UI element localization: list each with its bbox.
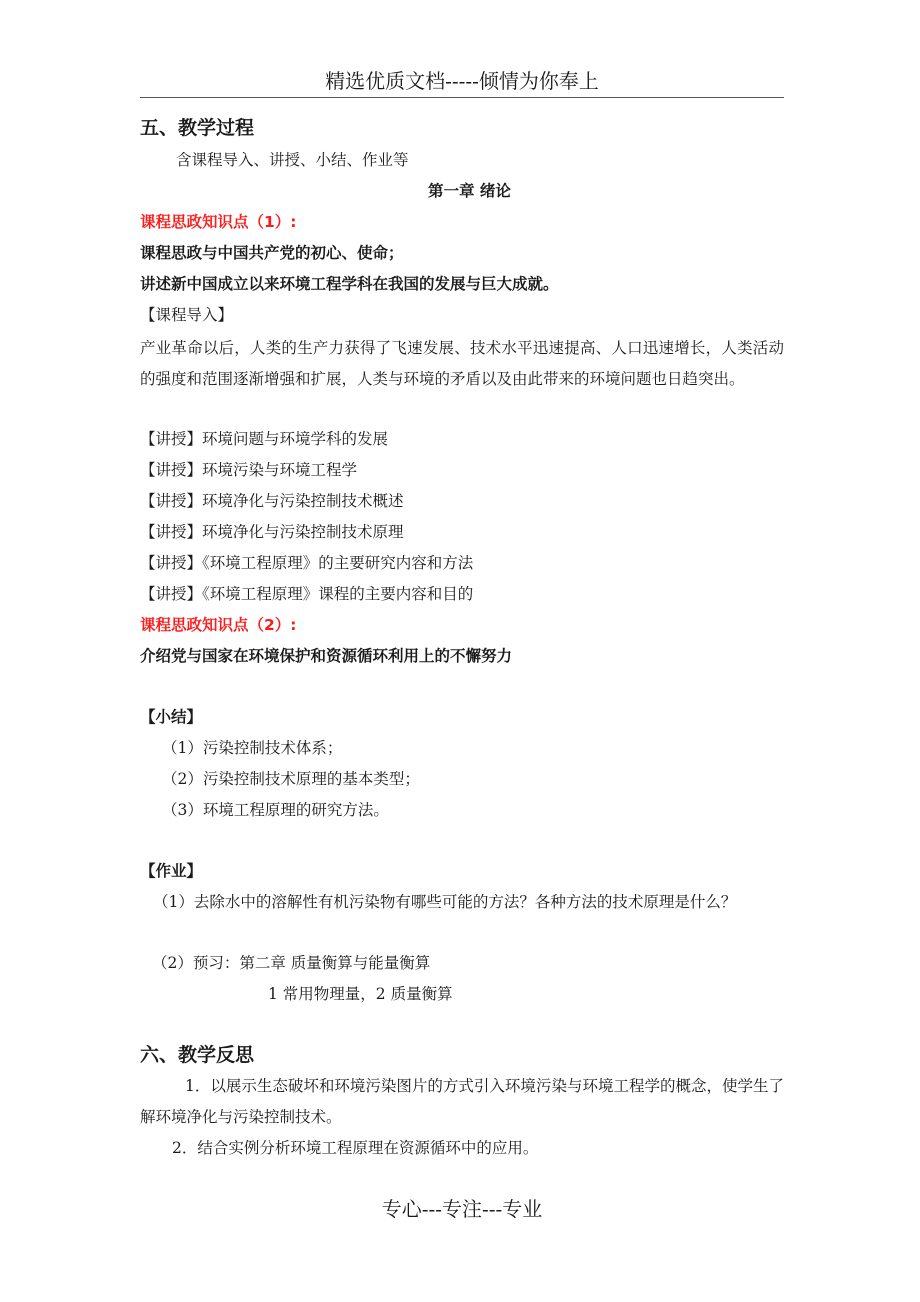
knowledge-point-1-line-2: 讲述新中国成立以来环境工程学科在我国的发展与巨大成就。 bbox=[140, 275, 559, 293]
lecture-item: 【讲授】环境问题与环境学科的发展 bbox=[140, 430, 389, 448]
lecture-item: 【讲授】《环境工程原理》课程的主要内容和目的 bbox=[140, 585, 474, 603]
knowledge-point-2-label: 课程思政知识点（2）: bbox=[140, 616, 297, 634]
page-header: 精选优质文档-----倾情为你奉上 bbox=[325, 69, 599, 93]
homework-question-2-subitems: 1 常用物理量，2 质量衡算 bbox=[268, 985, 453, 1003]
reflection-item-2: 2．结合实例分析环境工程原理在资源循环中的应用。 bbox=[172, 1139, 539, 1157]
homework-label: 【作业】 bbox=[140, 862, 203, 880]
summary-label: 【小结】 bbox=[140, 708, 203, 726]
lecture-item: 【讲授】环境净化与污染控制技术原理 bbox=[140, 523, 404, 541]
homework-question-2: （2）预习：第二章 质量衡算与能量衡算 bbox=[152, 954, 431, 972]
knowledge-point-1-line-1: 课程思政与中国共产党的初心、使命； bbox=[140, 244, 404, 262]
homework-question-1: （1）去除水中的溶解性有机污染物有哪些可能的方法？各种方法的技术原理是什么？ bbox=[153, 893, 737, 911]
summary-item: （1）污染控制技术体系； bbox=[162, 739, 343, 757]
knowledge-point-1-label: 课程思政知识点（1）: bbox=[140, 213, 297, 231]
page-footer: 专心---专注---专业 bbox=[381, 1197, 543, 1221]
section-5-subtitle: 含课程导入、讲授、小结、作业等 bbox=[176, 151, 409, 169]
lecture-item: 【讲授】环境污染与环境工程学 bbox=[140, 461, 358, 479]
lecture-item: 【讲授】《环境工程原理》的主要研究内容和方法 bbox=[140, 554, 474, 572]
intro-label: 【课程导入】 bbox=[140, 306, 234, 324]
summary-item: （3）环境工程原理的研究方法。 bbox=[162, 801, 389, 819]
section-5-title: 五、教学过程 bbox=[140, 117, 255, 139]
lecture-item: 【讲授】环境净化与污染控制技术概述 bbox=[140, 492, 404, 510]
intro-paragraph: 产业革命以后，人类的生产力获得了飞速发展、技术水平迅速提高、人口迅速增长，人类活动的强度和范围逐渐增强和扩展，人类与环境的矛盾以及由此带来的环境问题也日趋突出。 bbox=[140, 339, 784, 388]
chapter-title: 第一章 绪论 bbox=[428, 182, 511, 200]
reflection-item-1: 1．以展示生态破坏和环境污染图片的方式引入环境污染与环境工程学的概念，使学生了解环境净化与污染控制技术。 bbox=[140, 1077, 784, 1126]
summary-item: （2）污染控制技术原理的基本类型； bbox=[162, 770, 420, 788]
section-6-title: 六、教学反思 bbox=[140, 1044, 255, 1066]
knowledge-point-2-line-1: 介绍党与国家在环境保护和资源循环利用上的不懈努力 bbox=[140, 647, 513, 665]
header-divider bbox=[140, 97, 784, 98]
